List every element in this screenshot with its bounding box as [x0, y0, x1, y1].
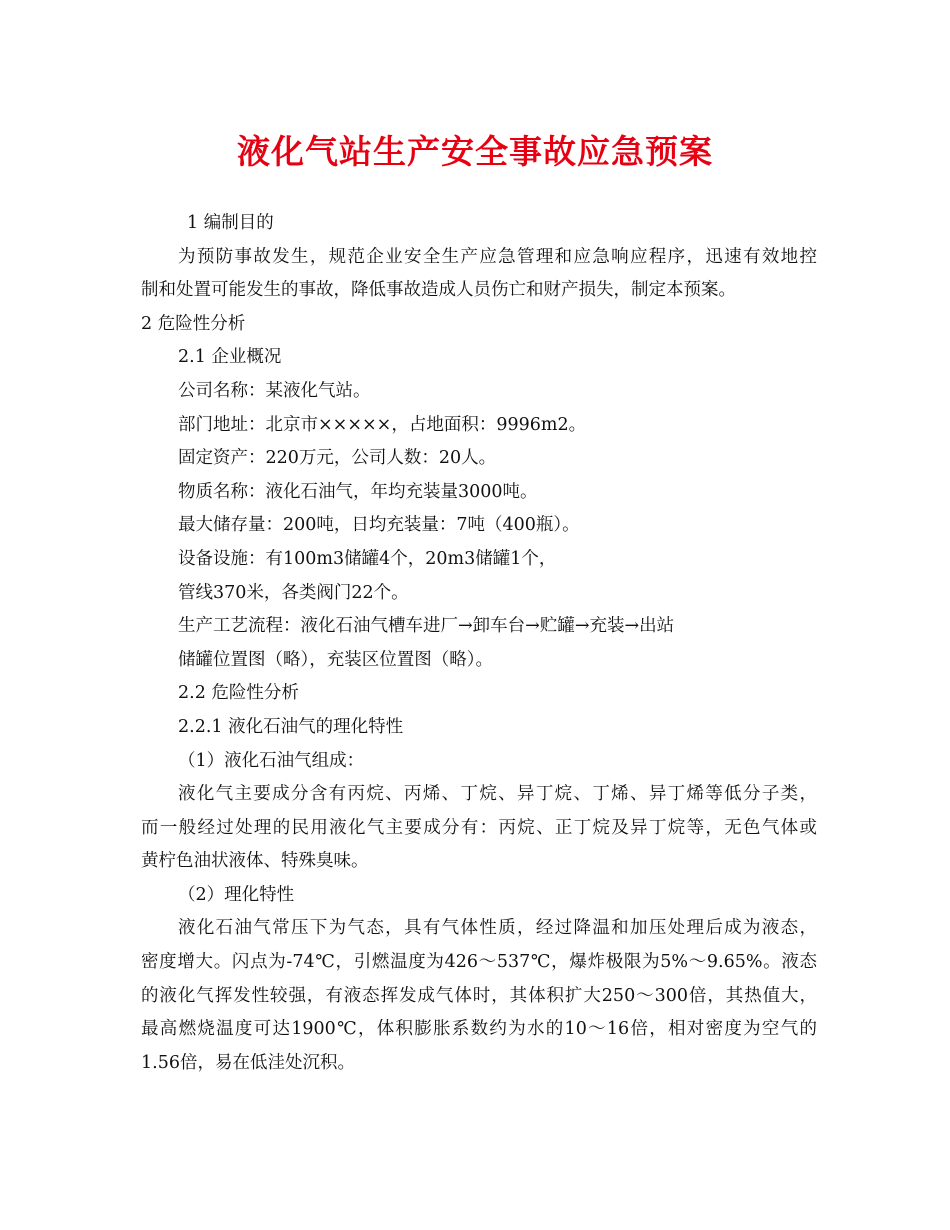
paragraph-line: 为预防事故发生，规范企业安全生产应急管理和应急响应程序，迅速有效地控: [178, 246, 817, 267]
paragraph-line: 密度增大。闪点为-74℃，引燃温度为426～537℃，爆炸极限为5%～9.65%。液态: [141, 952, 817, 973]
paragraph-line: 1.56倍，易在低洼处沉积。: [141, 1052, 355, 1073]
document-title: 液化气站生产安全事故应急预案: [237, 132, 713, 171]
paragraph-line: 液化石油气常压下为气态，具有气体性质，经过降温和加压处理后成为液态，: [178, 918, 817, 939]
process-line: 生产工艺流程：液化石油气槽车进厂→卸车台→贮罐→充装→出站: [178, 616, 675, 637]
item-2-heading: （2）理化特性: [178, 884, 295, 905]
assets-line: 固定资产：220万元，公司人数：20人。: [178, 448, 497, 469]
document-body: [141, 207, 817, 1080]
section-2-2-heading: 2.2 危险性分析: [178, 683, 299, 704]
company-name-line: 公司名称：某液化气站。: [178, 380, 371, 401]
paragraph-line: 的液化气挥发性较强，有液态挥发成气体时，其体积扩大250～300倍，其热值大，: [141, 985, 817, 1006]
paragraph-line: 黄柠色油状液体、特殊臭味。: [141, 851, 369, 872]
section-2-heading: 2 危险性分析: [141, 313, 246, 334]
section-2-2-1-heading: 2.2.1 液化石油气的理化特性: [178, 716, 404, 737]
paragraph-line: 最高燃烧温度可达1900℃，体积膨胀系数约为水的10～16倍，相对密度为空气的: [141, 1019, 817, 1040]
section-1-heading: 1 编制目的: [187, 213, 274, 233]
section-2-1-heading: 2.1 企业概况: [178, 347, 282, 368]
item-2-paragraph: [141, 912, 817, 1080]
material-line: 物质名称：液化石油气，年均充装量3000吨。: [178, 481, 538, 502]
pipeline-line: 管线370米，各类阀门22个。: [178, 582, 409, 603]
paragraph-line: 液化气主要成分含有丙烷、丙烯、丁烷、异丁烷、丁烯、异丁烯等低分子类，: [178, 784, 817, 805]
section-1-paragraph: [141, 241, 817, 308]
item-1-heading: （1）液化石油气组成：: [178, 750, 365, 771]
paragraph-line: 制和处置可能发生的事故，降低事故造成人员伤亡和财产损失，制定本预案。: [141, 280, 736, 301]
address-line: 部门地址：北京市×××××，占地面积：9996m2。: [178, 414, 587, 435]
storage-line: 最大储存量：200吨，日均充装量：7吨（400瓶）。: [178, 515, 580, 536]
paragraph-line: 而一般经过处理的民用液化气主要成分有：丙烷、正丁烷及异丁烷等，无色气体或: [141, 817, 817, 838]
item-1-paragraph: [141, 778, 817, 879]
equipment-line: 设备设施：有100m3储罐4个，20m3储罐1个，: [178, 548, 557, 569]
layout-line: 储罐位置图（略），充装区位置图（略）。: [178, 649, 493, 670]
